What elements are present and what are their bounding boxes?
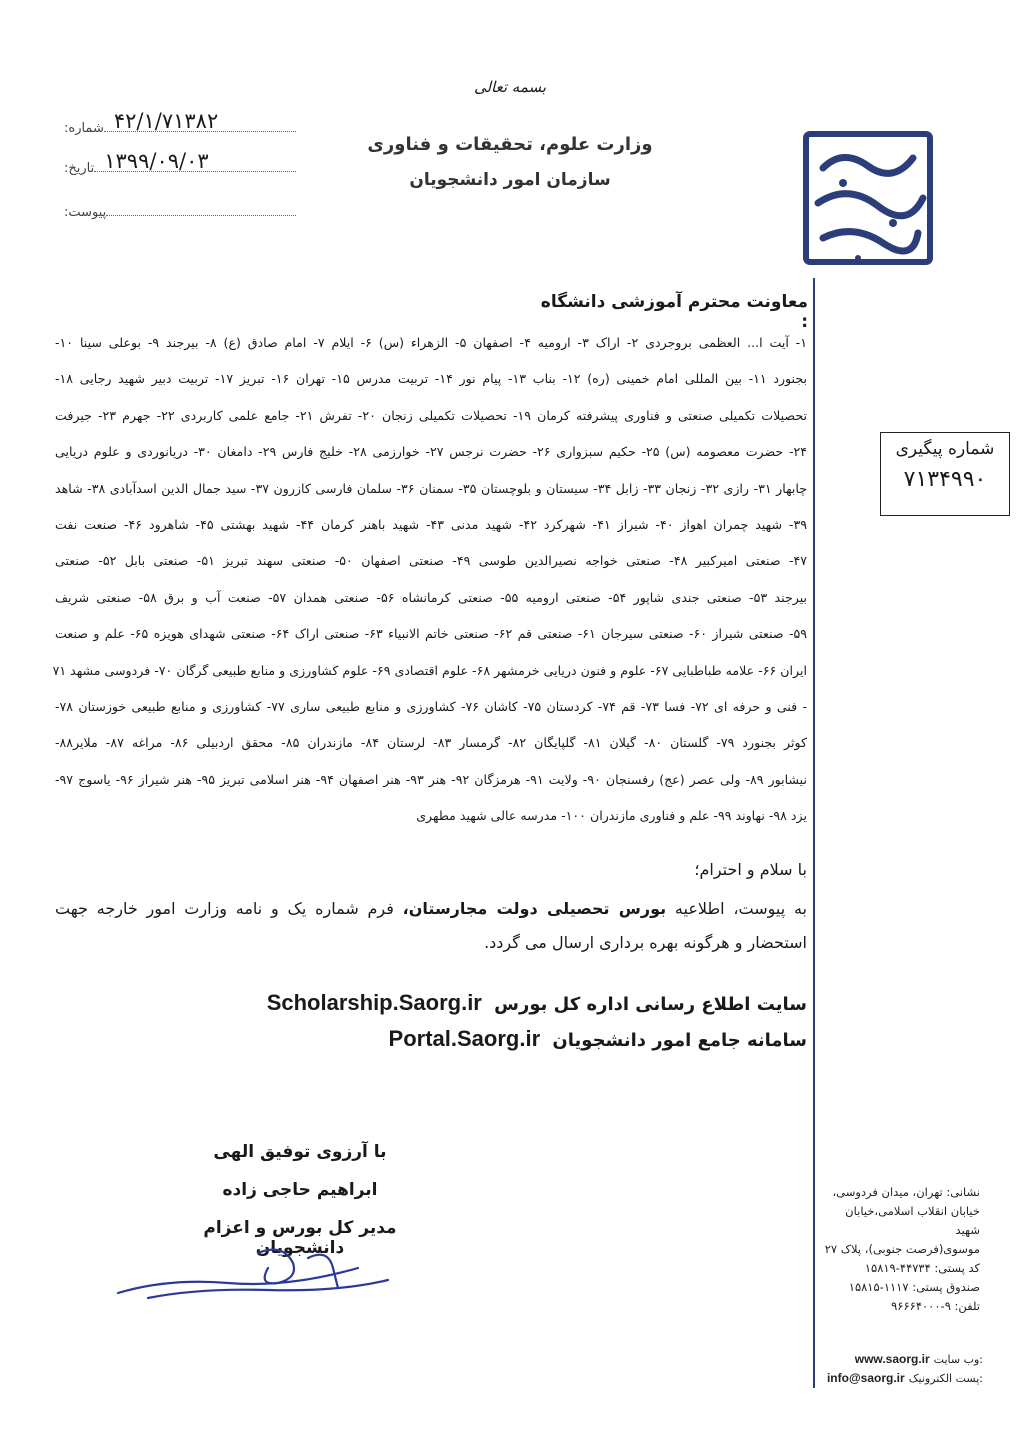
ministry-name: وزارت علوم، تحقیقات و فناوری bbox=[367, 134, 653, 155]
email-row bbox=[818, 1369, 983, 1388]
university-list-line: ایران ۶۶- علامه طباطبایی ۶۷- علوم و فنون دریایی خرمشهر ۶۸- علوم اقتصادی ۶۹- علوم کشاورزی و منابع طبیعی گرگان ۷۰- فردوسی مشهد ۷۱ bbox=[52, 662, 807, 678]
portal-site-row bbox=[280, 1026, 807, 1052]
letter-date-value: ۱۳۹۹/۰۹/۰۳ bbox=[104, 149, 209, 173]
address-line: صندوق پستی: ۱۱۱۷-۱۵۸۱۵ bbox=[848, 1280, 980, 1294]
website-label: وب سایت: bbox=[933, 1353, 983, 1366]
scholarship-site-row bbox=[266, 990, 807, 1016]
recipient-heading: معاونت محترم آموزشی دانشگاه : bbox=[540, 292, 808, 332]
handwritten-signature bbox=[108, 1238, 398, 1308]
universities-list bbox=[52, 325, 808, 834]
tracking-number-value: ۷۱۳۴۹۹۰ bbox=[903, 467, 987, 492]
university-list-line: یزد ۹۸- نهاوند ۹۹- علم و فناوری مازندران ۱۰۰- مدرسه عالی شهید مطهری bbox=[416, 808, 807, 824]
university-list-line: تحصیلات تکمیلی صنعتی و فناوری پیشرفته کرمان ۱۹- تحصیلات تکمیلی زنجان ۲۰- تفرش ۲۱- جامع علمی کاربردی ۲۲- جهرم ۲۳- جیرفت bbox=[55, 407, 807, 423]
letter-number-value: ۴۲/۱/۷۱۳۸۲ bbox=[113, 109, 219, 133]
contact-block bbox=[818, 1350, 983, 1388]
portal-site-link[interactable]: Portal.Saorg.ir bbox=[388, 1026, 541, 1051]
body-text-emphasis: بورس تحصیلی دولت مجارستان، bbox=[402, 899, 667, 918]
letter-date-row bbox=[60, 149, 300, 176]
scholarship-site-label: سایت اطلاع رسانی اداره کل بورس bbox=[494, 994, 807, 1015]
university-list-line: چابهار ۳۱- رازی ۳۲- زنجان ۳۳- زابل ۳۴- سیستان و بلوچستان ۳۵- سمنان ۳۶- سلمان فارسی کازرون ۳۷- سید جمال الدین اسدآبادی ۳۸- شاهد bbox=[55, 480, 808, 496]
letter-attachment-row bbox=[60, 196, 300, 220]
tracking-number-label: شماره پیگیری bbox=[895, 439, 995, 459]
letter-date-field bbox=[94, 149, 296, 173]
university-list-line: نیشابور ۸۹- ولی عصر (عج) رفسنجان ۹۰- ولایت ۹۱- هرمزگان ۹۲- هنر ۹۳- هنر اصفهان ۹۴- هنر اسلامی تبریز ۹۵- هنر شیراز ۹۶- یاسوج ۹۷- bbox=[55, 771, 807, 787]
tracking-number-box bbox=[880, 432, 1010, 516]
university-list-line: بجنورد ۱۱- بین المللی امام خمینی (ره) ۱۲- بناب ۱۳- پیام نور ۱۴- تربیت مدرس ۱۵- تهران ۱۶- تبریز ۱۷- تربیت دبیر شهید رجایی ۱۸- bbox=[55, 371, 807, 387]
greeting: با سلام و احترام؛ bbox=[694, 860, 807, 879]
portal-site-label: سامانه جامع امور دانشجویان bbox=[552, 1030, 807, 1051]
university-list-line: بیرجند ۵۳- صنعتی جندی شاپور ۵۴- صنعتی ارومیه ۵۵- صنعتی کرمانشاه ۵۶- صنعتی همدان ۵۷- صنعت آب و برق ۵۸- صنعتی شریف bbox=[55, 589, 807, 605]
address-line: کد پستی: ۴۴۷۳۴-۱۵۸۱۹ bbox=[864, 1261, 980, 1275]
letter-number-row bbox=[60, 109, 300, 136]
body-text-end: فرم شماره یک و نامه وزارت امور خارجه جهت استحضار و هرگونه بهره برداری ارسال می گردد. bbox=[55, 899, 807, 952]
body-text-start: به پیوست، اطلاعیه bbox=[666, 899, 808, 918]
university-list-line: ۴۷- صنعتی امیرکبیر ۴۸- صنعتی خواجه نصیرالدین طوسی ۴۹- صنعتی اصفهان ۵۰- صنعتی سهند تبریز ۵۱- صنعتی بابل ۵۲- صنعتی bbox=[55, 553, 808, 569]
closing-phrase: با آرزوی توفیق الهی bbox=[213, 1142, 387, 1162]
signatory-title: مدیر کل بورس و اعزام دانشجویان bbox=[203, 1218, 397, 1258]
website-link[interactable]: www.saorg.ir bbox=[854, 1352, 930, 1366]
letter-attachment-field bbox=[106, 203, 296, 216]
address-block bbox=[818, 1183, 980, 1316]
university-list-line: ۳۹- شهید چمران اهواز ۴۰- شیراز ۴۱- شهرکرد ۴۲- شهید مدنی ۴۳- شهید باهنر کرمان ۴۴- شهید بهشتی ۴۵- شاهرود ۴۶- صنعت نفت bbox=[55, 516, 807, 532]
address-line: خیابان انقلاب اسلامی،خیابان شهید bbox=[845, 1204, 980, 1237]
university-list-line: ۵۹- صنعتی شیراز ۶۰- صنعتی سیرجان ۶۱- صنعتی قم ۶۲- صنعتی خاتم الانبیاء ۶۳- صنعتی اراک ۶۴- صنعتی شهدای هویزه ۶۵- علم و صنعت bbox=[55, 626, 808, 642]
email-link[interactable]: info@saorg.ir bbox=[826, 1371, 905, 1385]
university-list-line: ۲۴- حضرت معصومه (س) ۲۵- حکیم سبزواری ۲۶- حضرت نرجس ۲۷- خوارزمی ۲۸- خلیج فارس ۲۹- دامغان ۳۰- دریانوردی و علوم دریایی bbox=[55, 444, 808, 460]
signatory-name: ابراهیم حاجی زاده bbox=[222, 1180, 378, 1200]
letter-number-label: شماره: bbox=[64, 121, 104, 136]
email-label: پست الکترونیک: bbox=[908, 1372, 983, 1385]
scholarship-site-link[interactable]: Scholarship.Saorg.ir bbox=[266, 990, 482, 1015]
letter-date-label: تاریخ: bbox=[64, 161, 95, 176]
address-line: موسوی(فرصت جنوبی)، پلاک ۲۷ bbox=[824, 1242, 980, 1256]
organization-name: سازمان امور دانشجویان bbox=[409, 170, 611, 190]
university-list-line: کوثر بجنورد ۷۹- گلستان ۸۰- گیلان ۸۱- گلپایگان ۸۲- گرمسار ۸۳- لرستان ۸۴- مازندران ۸۵- محقق اردبیلی ۸۶- مراغه ۸۷- ملایر۸۸- bbox=[55, 735, 807, 751]
margin-rule bbox=[813, 278, 815, 1388]
address-line: تلفن: ۹-۹۶۶۶۴۰۰۰ bbox=[891, 1299, 980, 1313]
website-row bbox=[818, 1350, 983, 1369]
letter-attachment-label: پیوست: bbox=[64, 205, 107, 220]
body-paragraph bbox=[55, 892, 807, 960]
letter-number-field bbox=[104, 109, 296, 133]
organization-logo bbox=[798, 128, 938, 268]
university-list-line: - فنی و حرفه ای ۷۲- فسا ۷۳- قم ۷۴- کردستان ۷۵- کاشان ۷۶- کشاورزی و منابع طبیعی ساری ۷۷- کشاورزی و منابع طبیعی خوزستان ۷۸- bbox=[55, 698, 807, 714]
address-line: نشانی: تهران، میدان فردوسی، bbox=[832, 1185, 980, 1199]
university-list-line: ۱- آیت ا... العظمی بروجردی ۲- اراک ۳- ارومیه ۴- اصفهان ۵- الزهراء (س) ۶- ایلام ۷- امام صادق (ع) ۸- بیرجند ۹- بوعلی سینا ۱۰- bbox=[55, 335, 807, 350]
bismillah-heading: بسمه تعالی bbox=[473, 78, 547, 96]
